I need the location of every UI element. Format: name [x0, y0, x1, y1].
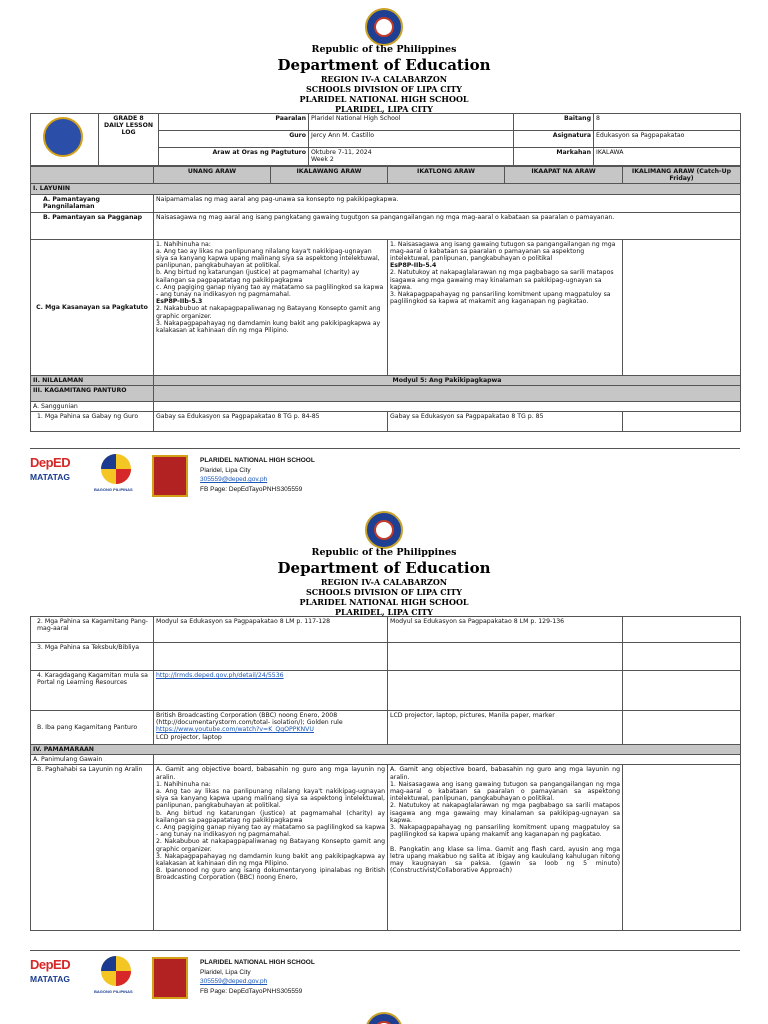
kasanayan-day2-code: EsP8P-IIb-5.4	[390, 262, 437, 270]
log-title: DAILY LESSON LOG	[103, 122, 154, 137]
bagong-pilipinas-logo-icon	[94, 955, 138, 987]
baitang-value: 8	[594, 114, 741, 131]
bagong-pilipinas-text: BAGONG PILIPINAS	[94, 989, 133, 994]
day-header-2: IKALAWANG ARAW	[271, 167, 388, 184]
day-header-5: IKALIMANG ARAW (Catch-Up Friday)	[623, 167, 741, 184]
footer-logos	[30, 957, 160, 997]
footer-email-link[interactable]: 305559@deped.gov.ph	[200, 978, 268, 985]
header-division: SCHOOLS DIVISION OF LIPA CITY	[305, 587, 463, 597]
deped-seal-icon	[365, 1012, 403, 1024]
header-region: REGION IV-A CALABARZON	[320, 74, 448, 84]
day-header-3: IKATLONG ARAW	[388, 167, 505, 184]
section-nilalaman: II. NILALAMAN	[31, 375, 154, 385]
footer-divider	[30, 448, 740, 449]
day-header-1: UNANG ARAW	[154, 167, 271, 184]
section-layunin: I. LAYUNIN	[31, 184, 741, 194]
markahan-value: IKALAWA	[594, 148, 741, 166]
pahina-guro-day1: Gabay sa Edukasyon sa Pagpapakatao 8 TG p. 84-85	[154, 412, 388, 432]
footer-fb: FB Page: DepEdTayoPNHS305559	[200, 987, 303, 995]
header-republic: Republic of the Philippines	[311, 547, 457, 558]
araw-value: Oktubre 7-11, 2024	[311, 149, 372, 156]
kasanayan-day1-code: EsP8P-IIb-5.3	[156, 298, 203, 306]
sanggunian-label: A. Sanggunian	[31, 401, 154, 411]
footer-address: Plaridel, Lipa City	[200, 466, 251, 474]
kasanayan-day1: 1. Nahihinuha na: a. Ang tao ay likas na panlipunang nilalang kaya't nakikipag-ugnayan siya sa kanyang kapwa upang malinang siya sa aspektong intelektuwal, panlipunan, pangkabuhayan at politikal. b. Ang birtud ng katarungan (justice) at pagmamahal (charity) ay kailangan sa pagpapatatag ng pakikipagkapwa c. Ang pagiging ganap niyang tao ay matatamo sa paglilingkod sa kapwa - ang tunay na indikasyon ng pagmamahal.	[156, 240, 384, 299]
paghahabi-label: B. Paghahabi sa Layunin ng Aralin	[31, 765, 154, 931]
header-department: Department of Education	[277, 559, 491, 577]
deped-matatag-logo-icon	[30, 455, 90, 482]
footer-divider	[30, 950, 740, 951]
paaralan-label: Paaralan	[159, 114, 309, 131]
pagganap-text: Naisasagawa ng mag aaral ang isang pangkatang gawaing tugutgon sa pangangailangan ng mga mag-aaral o kabataan sa paaralan o pamayanan.	[154, 212, 741, 239]
header-republic: Republic of the Philippines	[311, 44, 457, 55]
day-header-4: IKAAPAT NA ARAW	[505, 167, 623, 184]
deped-wordmark: DepED	[30, 957, 71, 972]
header-school: PLARIDEL NATIONAL HIGH SCHOOL	[299, 597, 469, 607]
footer-fb: FB Page: DepEdTayoPNHS305559	[200, 485, 303, 493]
grade-label: GRADE 8	[113, 115, 144, 122]
footer-info	[200, 958, 315, 996]
panimulang-label: A. Panimulang Gawain	[31, 755, 154, 765]
paghahabi-day1: A. Gamit ang objective board, babasahin ng guro ang mga layunin ng aralin. 1. Nahihinuha na: a. Ang tao ay likas na panlipunang nilalang kaya't nakikipag-ugnayan siya sa kanyang kapwa upang malinang siya sa aspektong intelektuwal, panlipunan, pangkabuhayan at politikal. b. Ang birtud ng katarungan (justice) at pagmamahal (charity) ay kailangan sa pagpapatatag ng pakikipagkapwa c. Ang pagiging ganap niyang tao ay matatamo sa paglilingkod sa kapwa - ang tunay na indikasyon ng pagmamahal. 2. Nakabubuo at nakapagpapaliwanag ng Batayang Konsepto gamit ang graphic organizer. 3. Nakapagpapahayag ng damdamin kung bakit ang pakikipagkapwa ay kalakasan at kahinaan din ng mga Pilipino. B. Ipanonood ng guro ang isang dokumentaryong ipinalabas ng British Broadcasting Corporation (BBC) noong Enero,	[154, 765, 388, 931]
kagamitang-mag-aaral-label: 2. Mga Pahina sa Kagamitang Pang-mag-aaral	[31, 617, 154, 643]
araw-label: Araw at Oras ng Pagtuturo	[159, 148, 309, 166]
footer-info	[200, 456, 315, 494]
info-table	[30, 113, 741, 166]
school-logo-icon	[31, 114, 99, 166]
asignatura-value: Edukasyon sa Pagpapakatao	[594, 131, 741, 148]
iba-day2: LCD projector, laptop, pictures, Manila paper, marker	[388, 711, 623, 745]
bagong-pilipinas-logo-icon	[94, 453, 138, 485]
teksbuk-label: 3. Mga Pahina sa Teksbuk/Bibliya	[31, 643, 154, 671]
header-region: REGION IV-A CALABARZON	[320, 577, 448, 587]
markahan-label: Markahan	[514, 148, 594, 166]
pamantayang-text: Naipamamalas ng mag aaral ang pag-unawa sa konsepto ng pakikipagkapwa.	[154, 194, 741, 212]
kasanayan-day1b: 2. Nakabubuo at nakapagpapaliwanag ng Batayang Konsepto gamit ang graphic organizer. 3. Nakapagpapahayag ng damdamin kung bakit ang pakikipagkapwa ay kalakasan at kahinaan din ng mga Pilipino.	[156, 305, 381, 335]
pamantayang-label: A. Pamantayang Pangnilalaman	[31, 194, 154, 212]
kasanayan-label: C. Mga Kasanayan sa Pagkatuto	[31, 239, 154, 375]
footer-logos	[30, 455, 160, 495]
kagamitang-day2: Modyul sa Edukasyon sa Pagpapakatao 8 LM p. 129-136	[388, 617, 623, 643]
modyul-title: Modyul 5: Ang Pakikipagkapwa	[154, 375, 741, 385]
pagganap-label: B. Pamantayan sa Pagganap	[31, 212, 154, 239]
karagdagang-label: 4. Karagdagang Kagamitan mula sa Portal ng Learning Resources	[31, 671, 154, 711]
header-school: PLARIDEL NATIONAL HIGH SCHOOL	[299, 94, 469, 104]
header-location: PLARIDEL, LIPA CITY	[334, 607, 434, 617]
youtube-link[interactable]: https://www.youtube.com/watch?v=K_QgOPPKNVU	[156, 726, 314, 734]
section-pamamaraan: IV. PAMAMARAAN	[31, 745, 741, 755]
footer-school: PLARIDEL NATIONAL HIGH SCHOOL	[200, 457, 315, 464]
page-header	[0, 547, 768, 617]
school-emblem-icon	[152, 957, 188, 999]
week-value: Week 2	[311, 156, 334, 164]
lrmds-link[interactable]: http://lrmds.deped.gov.ph/detail/24/5536	[154, 671, 388, 711]
paaralan-value: Plaridel National High School	[309, 114, 514, 131]
matatag-wordmark: MATATAG	[30, 472, 70, 482]
footer-school: PLARIDEL NATIONAL HIGH SCHOOL	[200, 959, 315, 966]
pahina-guro-label: 1. Mga Pahina sa Gabay ng Guro	[31, 412, 154, 432]
footer-address: Plaridel, Lipa City	[200, 968, 251, 976]
footer-email-link[interactable]: 305559@deped.gov.ph	[200, 476, 268, 483]
kasanayan-day2: 1. Naisasagawa ang isang gawaing tutugon sa pangangailangan ng mga mag-aaral o kabataan sa paaralan o pamayanan sa aspektong intelektuwal, panlipunan, pangkabuhayan o politikal	[390, 240, 616, 263]
section-kagamitan: III. KAGAMITANG PANTURO	[31, 385, 154, 401]
bagong-pilipinas-text: BAGONG PILIPINAS	[94, 487, 133, 492]
guro-label: Guro	[159, 131, 309, 148]
iba-day1: British Broadcasting Corporation (BBC) noong Enero, 2008 (http://documentarystorm.com/total- isolation/); Golden rule	[156, 712, 343, 727]
guro-value: Jercy Ann M. Castillo	[309, 131, 514, 148]
kagamitang-day1: Modyul sa Edukasyon sa Pagpapakatao 8 LM p. 117-128	[154, 617, 388, 643]
header-division: SCHOOLS DIVISION OF LIPA CITY	[305, 84, 463, 94]
header-department: Department of Education	[277, 56, 491, 74]
pahina-guro-day2: Gabay sa Edukasyon sa Pagpapakatao 8 TG p. 85	[388, 412, 623, 432]
deped-wordmark: DepED	[30, 455, 71, 470]
baitang-label: Baitang	[514, 114, 594, 131]
iba-day1-equipment: LCD projector, laptop	[156, 733, 222, 741]
lesson-table-page1	[30, 166, 741, 432]
header-location: PLARIDEL, LIPA CITY	[334, 104, 434, 114]
page-header	[0, 44, 768, 114]
paghahabi-day2: A. Gamit ang objective board, babasahin ng guro ang mga layunin ng aralin. 1. Naisasagawa ang isang gawaing tutugon sa pangangailangan ng mga mag-aaral o kabataan sa paaralan o pamayanan sa aspektong intelektuwal, panlipunan, pangkabuhayan o politikal. 2. Natutukoy at nakapaglalarawan ng mga pagbabago sa sarili matapos isagawa ang mga gawaing may kinalaman sa pakikipag-ugnayan sa kapwa. 3. Nakapagpapahayag ng pansariling komitment upang magpatuloy sa paglilingkod sa kapwa upang makamit ang kaganapan ng pagkatao. B. Pangkatin ang klase sa lima. Gamit ang flash card, ayusin ang mga letra upang makabuo ng salita at ibigay ang kaukulang kahulugan nitong may kaugnayan sa paksa. (gawin sa loob ng 5 minuto) (Constructivist/Collaborative Approach)	[388, 765, 623, 931]
iba-label: B. Iba pang Kagamitang Panturo	[31, 711, 154, 745]
deped-seal-icon	[365, 8, 403, 46]
asignatura-label: Asignatura	[514, 131, 594, 148]
kasanayan-day2b: 2. Natutukoy at nakapaglalarawan ng mga pagbabago sa sarili matapos isagawa ang mga gawaing may kinalaman sa pakikipag-ugnayan sa kapwa. 3. Nakapagpapahayag ng pansariling komitment upang magpatuloy sa paglilingkod sa kapwa at makamit ang kaganapan ng pagkatao.	[390, 269, 614, 306]
deped-matatag-logo-icon	[30, 957, 90, 984]
school-emblem-icon	[152, 455, 188, 497]
matatag-wordmark: MATATAG	[30, 974, 70, 984]
lesson-table-page2	[30, 616, 741, 931]
deped-seal-icon	[365, 511, 403, 549]
